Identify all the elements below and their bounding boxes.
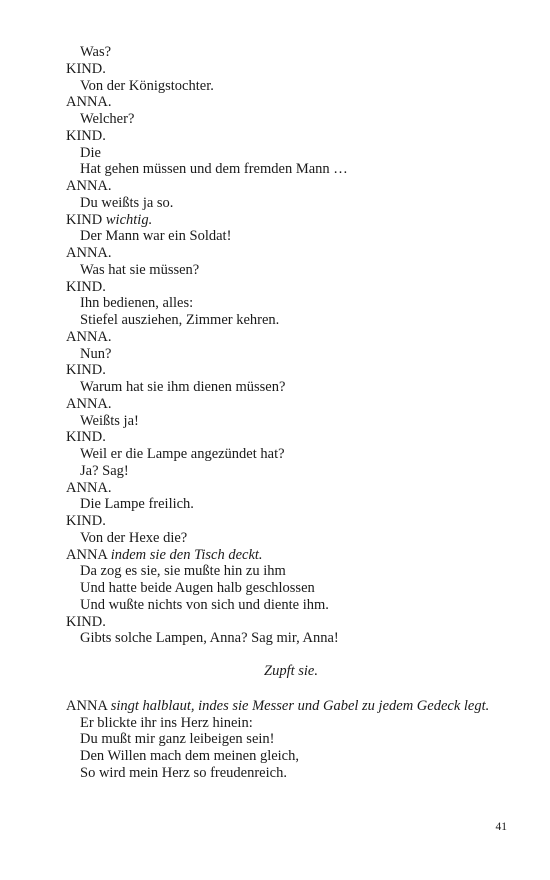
dialogue-text bbox=[66, 44, 516, 782]
verse-line: Nun? bbox=[80, 345, 112, 362]
verse-line: Du weißts ja so. bbox=[80, 194, 174, 211]
verse-line: Er blickte ihr ins Herz hinein: bbox=[80, 714, 253, 731]
verse-line: Welcher? bbox=[80, 111, 135, 127]
verse-line: Warum hat sie ihm dienen müssen? bbox=[80, 379, 286, 395]
verse-line: Und hatte beide Augen halb geschlossen bbox=[80, 580, 315, 596]
speaker-name: KIND. bbox=[66, 127, 106, 144]
speaker-name: KIND. bbox=[66, 513, 106, 529]
speaker-name: ANNA. bbox=[66, 479, 112, 496]
speaker-name: KIND. bbox=[66, 362, 106, 379]
verse-line: Ihn bedienen, alles: bbox=[80, 295, 194, 312]
speaker-name: ANNA. bbox=[66, 178, 112, 194]
stage-direction: wichtig. bbox=[105, 211, 153, 228]
verse-line: Von der Hexe die? bbox=[80, 529, 188, 546]
speaker-line bbox=[66, 429, 516, 446]
verse-line: Weil er die Lampe angezündet hat? bbox=[80, 446, 285, 462]
speaker-line bbox=[66, 61, 516, 78]
speaker-line bbox=[66, 698, 516, 715]
speaker-name: KIND. bbox=[66, 278, 106, 295]
verse-line: Hat gehen müssen und dem fremden Mann … bbox=[80, 161, 348, 178]
speaker-name: ANNA. bbox=[66, 328, 112, 345]
verse-line: Ja? Sag! bbox=[80, 462, 129, 479]
verse-line: So wird mein Herz so freudenreich. bbox=[80, 764, 287, 781]
speaker-line bbox=[66, 279, 516, 296]
verse-line: Da zog es sie, sie mußte hin zu ihm bbox=[80, 563, 286, 580]
speaker-line bbox=[66, 329, 516, 346]
page-number: 41 bbox=[495, 821, 507, 833]
speaker-line bbox=[66, 396, 516, 413]
verse-line: Was hat sie müssen? bbox=[80, 261, 200, 278]
speaker-name: ANNA bbox=[66, 697, 108, 714]
speaker-line bbox=[66, 614, 516, 631]
verse-line: Du mußt mir ganz leibeigen sein! bbox=[80, 731, 275, 748]
speaker-line bbox=[66, 178, 516, 195]
speaker-line bbox=[66, 245, 516, 262]
stage-direction: indem sie den Tisch deckt. bbox=[110, 546, 263, 563]
speaker-name: KIND. bbox=[66, 613, 106, 630]
speaker-line bbox=[66, 547, 516, 564]
verse-line: Weißts ja! bbox=[80, 412, 139, 429]
verse-line: Gibts solche Lampen, Anna? Sag mir, Anna! bbox=[80, 630, 339, 647]
verse-line: Die Lampe freilich. bbox=[80, 496, 194, 513]
speaker-name: ANNA. bbox=[66, 94, 112, 111]
stage-direction: singt halblaut, indes sie Messer und Gabel zu jedem Gedeck legt. bbox=[110, 697, 490, 714]
speaker-line bbox=[66, 513, 516, 530]
verse-line: Stiefel ausziehen, Zimmer kehren. bbox=[80, 312, 280, 328]
speaker-line bbox=[66, 362, 516, 379]
speaker-name: KIND. bbox=[66, 429, 106, 446]
speaker-name: ANNA. bbox=[66, 395, 112, 412]
speaker-line bbox=[66, 94, 516, 111]
verse-line: Der Mann war ein Soldat! bbox=[80, 228, 232, 245]
verse-line: Die bbox=[80, 144, 101, 161]
speaker-name: ANNA bbox=[66, 546, 108, 563]
speaker-name: KIND. bbox=[66, 60, 106, 77]
speaker-line bbox=[66, 480, 516, 497]
verse-line: Was? bbox=[80, 44, 112, 60]
speaker-name: ANNA. bbox=[66, 245, 112, 261]
verse-line: Von der Königstochter. bbox=[80, 77, 214, 94]
stage-direction-centered: Zupft sie. bbox=[264, 663, 318, 679]
verse-line: Und wußte nichts von sich und diente ihm. bbox=[80, 596, 329, 613]
speaker-line bbox=[66, 128, 516, 145]
speaker-name: KIND bbox=[66, 211, 103, 228]
verse-line: Den Willen mach dem meinen gleich, bbox=[80, 748, 299, 764]
speaker-line bbox=[66, 212, 516, 229]
